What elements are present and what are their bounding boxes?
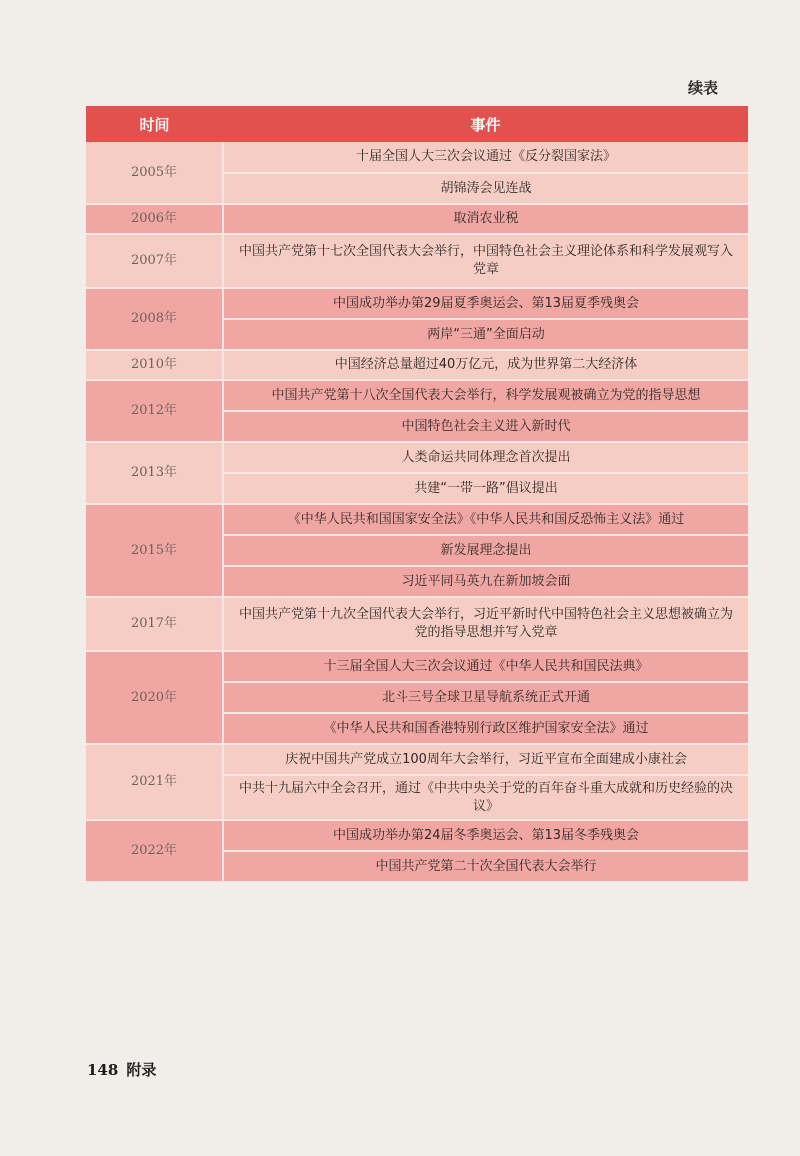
event-cell: 《中华人民共和国国家安全法》《中华人民共和国反恐怖主义法》通过 xyxy=(223,504,748,535)
table-row xyxy=(86,504,748,535)
event-cell: 中国共产党第二十次全国代表大会举行 xyxy=(223,851,748,882)
table-row xyxy=(86,380,748,411)
year-cell: 2005年 xyxy=(86,142,223,204)
event-cell: 庆祝中国共产党成立100周年大会举行，习近平宣布全面建成小康社会 xyxy=(223,744,748,775)
year-cell: 2008年 xyxy=(86,288,223,350)
table-row xyxy=(86,204,748,234)
year-cell: 2021年 xyxy=(86,744,223,820)
event-cell: 十届全国人大三次会议通过《反分裂国家法》 xyxy=(223,142,748,173)
page-footer xyxy=(87,1059,156,1080)
event-cell: 习近平同马英九在新加坡会面 xyxy=(223,566,748,597)
event-cell: 中国成功举办第29届夏季奥运会、第13届夏季残奥会 xyxy=(223,288,748,319)
table-row xyxy=(86,234,748,288)
event-cell: 中国成功举办第24届冬季奥运会、第13届冬季残奥会 xyxy=(223,820,748,851)
event-cell: 人类命运共同体理念首次提出 xyxy=(223,442,748,473)
table-row xyxy=(86,651,748,682)
table-row xyxy=(86,744,748,775)
year-cell: 2010年 xyxy=(86,350,223,380)
page-number: 148 xyxy=(87,1061,119,1079)
header-time: 时间 xyxy=(86,106,223,142)
table-row xyxy=(86,820,748,851)
year-cell: 2022年 xyxy=(86,820,223,882)
table-row xyxy=(86,442,748,473)
year-cell: 2017年 xyxy=(86,597,223,651)
year-cell: 2020年 xyxy=(86,651,223,744)
section-name: 附录 xyxy=(126,1061,157,1079)
event-cell: 《中华人民共和国香港特别行政区维护国家安全法》通过 xyxy=(223,713,748,744)
event-cell: 十三届全国人大三次会议通过《中华人民共和国民法典》 xyxy=(223,651,748,682)
table-row xyxy=(86,288,748,319)
year-cell: 2013年 xyxy=(86,442,223,504)
year-cell: 2007年 xyxy=(86,234,223,288)
table-row xyxy=(86,142,748,173)
continued-label: 续表 xyxy=(688,79,719,97)
timeline-body xyxy=(86,142,748,882)
table-header-row xyxy=(86,106,748,142)
event-cell: 中国共产党第十八次全国代表大会举行，科学发展观被确立为党的指导思想 xyxy=(223,380,748,411)
event-cell: 中国共产党第十七次全国代表大会举行，中国特色社会主义理论体系和科学发展观写入党章 xyxy=(223,234,748,288)
header-event: 事件 xyxy=(223,106,748,142)
event-cell: 中国经济总量超过40万亿元，成为世界第二大经济体 xyxy=(223,350,748,380)
event-cell: 新发展理念提出 xyxy=(223,535,748,566)
event-cell: 共建“一带一路”倡议提出 xyxy=(223,473,748,504)
event-cell: 中共十九届六中全会召开，通过《中共中央关于党的百年奋斗重大成就和历史经验的决议》 xyxy=(223,775,748,820)
year-cell: 2015年 xyxy=(86,504,223,597)
event-cell: 中国特色社会主义进入新时代 xyxy=(223,411,748,442)
event-cell: 中国共产党第十九次全国代表大会举行，习近平新时代中国特色社会主义思想被确立为党的指导思想并写入党章 xyxy=(223,597,748,651)
event-cell: 胡锦涛会见连战 xyxy=(223,173,748,204)
event-cell: 两岸“三通”全面启动 xyxy=(223,319,748,350)
year-cell: 2006年 xyxy=(86,204,223,234)
event-cell: 取消农业税 xyxy=(223,204,748,234)
year-cell: 2012年 xyxy=(86,380,223,442)
timeline-table xyxy=(86,106,748,883)
table-row xyxy=(86,350,748,380)
event-cell: 北斗三号全球卫星导航系统正式开通 xyxy=(223,682,748,713)
table-row xyxy=(86,597,748,651)
